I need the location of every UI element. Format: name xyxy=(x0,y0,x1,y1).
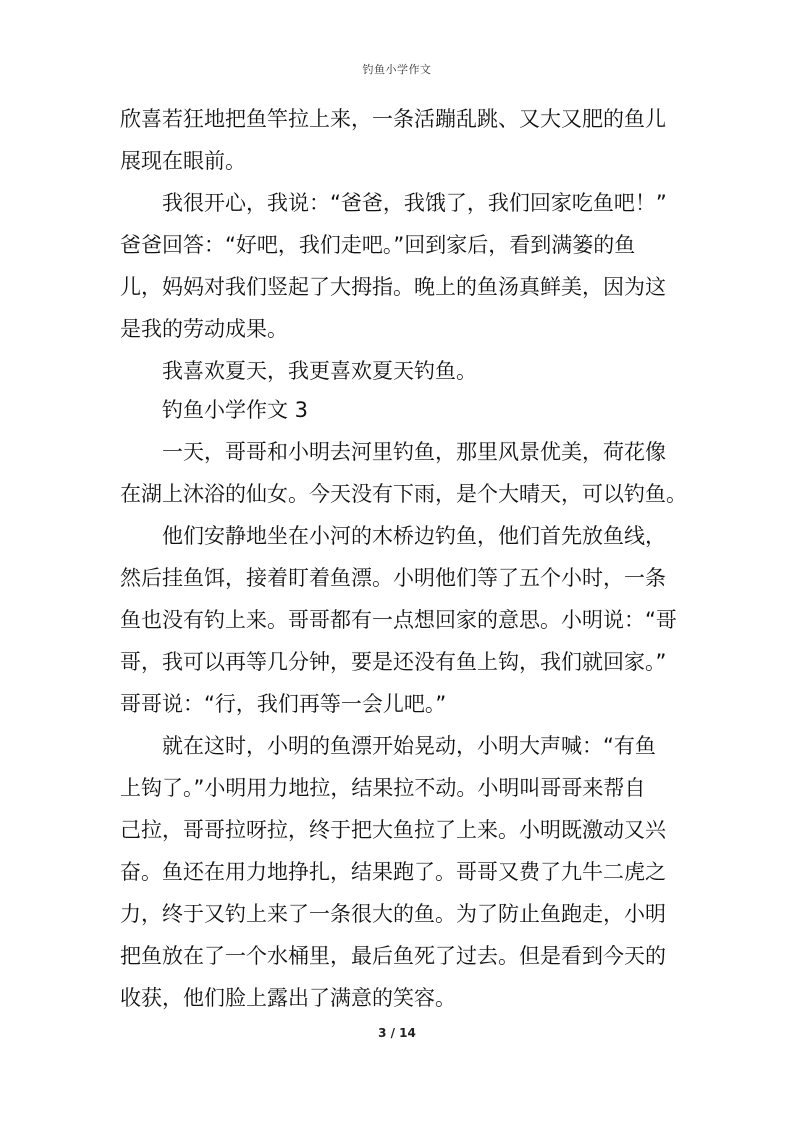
text-line: 鱼也没有钓上来。哥哥都有一点想回家的意思。小明说：“哥 xyxy=(120,608,677,632)
text-line: 展现在眼前。 xyxy=(120,149,246,173)
text-line: 一天，哥哥和小明去河里钓鱼，那里风景优美，荷花像 xyxy=(162,440,666,464)
text-line: 奋。鱼还在用力地挣扎，结果跑了。哥哥又费了九牛二虎之 xyxy=(120,860,666,884)
text-line: 就在这时，小明的鱼漂开始晃动，小明大声喊：“有鱼 xyxy=(162,734,656,758)
text-line: 儿，妈妈对我们竖起了大拇指。晚上的鱼汤真鲜美，因为这 xyxy=(120,275,666,299)
text-line: 欣喜若狂地把鱼竿拉上来，一条活蹦乱跳、又大又肥的鱼儿 xyxy=(120,107,666,131)
text-line: 哥，我可以再等几分钟，要是还没有鱼上钩，我们就回家。” xyxy=(120,650,667,674)
text-line: 然后挂鱼饵，接着盯着鱼漂。小明他们等了五个小时，一条 xyxy=(120,566,666,590)
text-line: 己拉，哥哥拉呀拉，终于把大鱼拉了上来。小明既激动又兴 xyxy=(120,818,666,842)
text-line: 是我的劳动成果。 xyxy=(120,317,288,341)
page-header: 钓鱼小学作文 xyxy=(362,63,432,76)
section-heading: 钓鱼小学作文 3 xyxy=(162,398,309,422)
text-line: 我很开心，我说：“爸爸，我饿了，我们回家吃鱼吧！” xyxy=(162,191,667,215)
text-line: 哥哥说：“行，我们再等一会儿吧。” xyxy=(120,692,447,716)
text-line: 上钩了。”小明用力地拉，结果拉不动。小明叫哥哥来帮自 xyxy=(120,776,646,800)
text-line: 爸爸回答：“好吧，我们走吧。”回到家后，看到满篓的鱼 xyxy=(120,233,636,257)
page-number: 3 / 14 xyxy=(378,1026,416,1040)
text-line: 把鱼放在了一个水桶里，最后鱼死了过去。但是看到今天的 xyxy=(120,944,666,968)
text-line: 我喜欢夏天，我更喜欢夏天钓鱼。 xyxy=(162,359,477,383)
text-line: 收获，他们脸上露出了满意的笑容。 xyxy=(120,986,456,1010)
text-line: 力，终于又钓上来了一条很大的鱼。为了防止鱼跑走，小明 xyxy=(120,902,666,926)
text-line: 在湖上沐浴的仙女。今天没有下雨，是个大晴天，可以钓鱼。 xyxy=(120,482,687,506)
text-line: 他们安静地坐在小河的木桥边钓鱼，他们首先放鱼线， xyxy=(162,524,666,548)
